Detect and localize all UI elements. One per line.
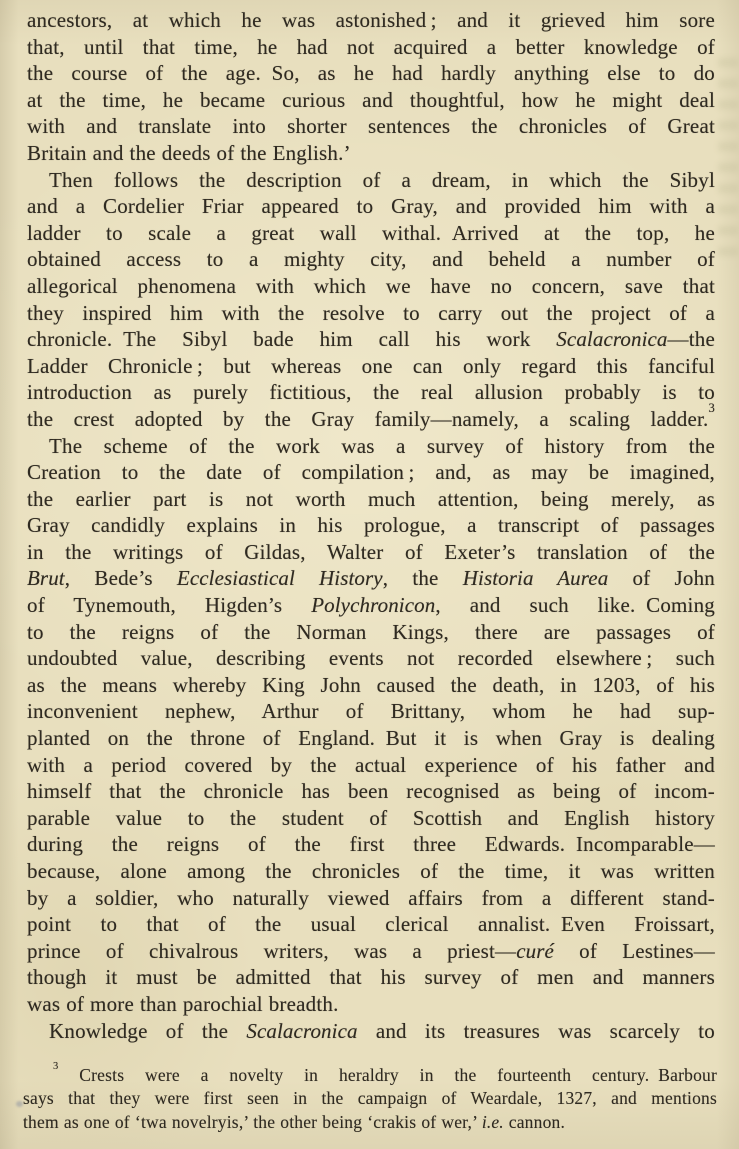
body-text-line: during the reigns of the first three Edwards. Incomparable— <box>27 832 715 857</box>
body-text-line: obtained access to a mighty city, and beheld a number of <box>27 247 715 272</box>
body-text-line: and a Cordelier Friar appeared to Gray, and provided him with a <box>27 194 715 219</box>
body-text-line: planted on the throne of England. But it is when Gray is dealing <box>27 726 715 751</box>
body-text-line: they inspired him with the resolve to carry out the project of a <box>27 300 715 325</box>
body-text-line: point to that of the usual clerical annalist. Even Froissart, <box>27 912 715 937</box>
body-text-line: ladder to scale a great wall withal. Arrived at the top, he <box>27 220 715 245</box>
body-text-line: of Tynemouth, Higden’s Polychronicon, and such like. Coming <box>27 593 715 618</box>
body-text-line: the earlier part is not worth much attention, being merely, as <box>27 486 715 511</box>
footnote-line: $^3$ Crests were a novelty in heraldry in the fourteenth century. Barbour <box>53 1061 717 1085</box>
body-text-line: as the means whereby King John caused the death, in 1203, of his <box>27 672 715 697</box>
body-text-line: with a period covered by the actual experience of his father and <box>27 752 715 777</box>
body-text-line: Creation to the date of compilation ; and, as may be imagined, <box>27 460 715 485</box>
body-text-line: because, alone among the chronicles of the time, it was written <box>27 859 715 883</box>
body-text-line: by a soldier, who naturally viewed affairs from a different stand- <box>27 885 715 910</box>
body-text-line: prince of chivalrous writers, was a priest—curé of Lestines— <box>27 938 715 963</box>
footnote-line: them as one of ‘twa novelryis,’ the other being ‘crakis of wer,’ i.e. cannon. <box>23 1111 566 1132</box>
body-text <box>27 7 715 1044</box>
body-text-line: the course of the age. So, as he had hardly anything else to do <box>27 61 715 86</box>
body-text-line: though it must be admitted that his survey of men and manners <box>27 965 715 990</box>
footnote-line: says that they were first seen in the campaign of Weardale, 1327, and mentions <box>23 1088 717 1109</box>
body-text-line: ancestors, at which he was astonished ; and it grieved him sore <box>27 8 715 32</box>
body-text-line: with and translate into shorter sentences the chronicles of Great <box>27 114 715 139</box>
body-text-line: Brut, Bede’s Ecclesiastical History, the Historia Aurea of John <box>27 566 715 591</box>
ink-speck <box>16 1101 23 1107</box>
body-text-line: undoubted value, describing events not recorded elsewhere ; such <box>27 646 715 671</box>
body-text-line: in the writings of Gildas, Walter of Exeter’s translation of the <box>27 539 715 564</box>
page-show-through-ghost <box>718 58 738 268</box>
body-text-line: The scheme of the work was a survey of history from the <box>49 433 715 458</box>
body-text-line: was of more than parochial breadth. <box>27 991 339 1016</box>
body-text-line: himself that the chronicle has been recognised as being of incom- <box>27 779 715 804</box>
body-text-line: Ladder Chronicle ; but whereas one can only regard this fanciful <box>27 353 715 378</box>
body-text-line: Gray candidly explains in his prologue, a transcript of passages <box>27 513 715 538</box>
body-text-line: allegorical phenomena with which we have no concern, save that <box>27 273 715 298</box>
body-text-line: Britain and the deeds of the English.’ <box>27 140 351 165</box>
body-text-line: the crest adopted by the Gray family—namely, a scaling ladder.$^3$ <box>27 401 715 431</box>
body-text-line: Knowledge of the Scalacronica and its treasures was scarcely to <box>49 1018 715 1043</box>
body-text-line: chronicle. The Sibyl bade him call his work Scalacronica—the <box>27 327 715 352</box>
body-text-line: Then follows the description of a dream, in which the Sibyl <box>49 167 715 192</box>
footnote <box>23 1061 717 1134</box>
body-text-line: at the time, he became curious and thoughtful, how he might deal <box>27 87 715 112</box>
body-text-line: introduction as purely fictitious, the real allusion probably is to <box>27 380 715 405</box>
body-text-line: to the reigns of the Norman Kings, there are passages of <box>27 619 715 644</box>
body-text-line: that, until that time, he had not acquired a better knowledge of <box>27 34 715 59</box>
body-text-line: parable value to the student of Scottish and English history <box>27 805 715 830</box>
body-text-line: inconvenient nephew, Arthur of Brittany, whom he had sup- <box>27 699 715 724</box>
